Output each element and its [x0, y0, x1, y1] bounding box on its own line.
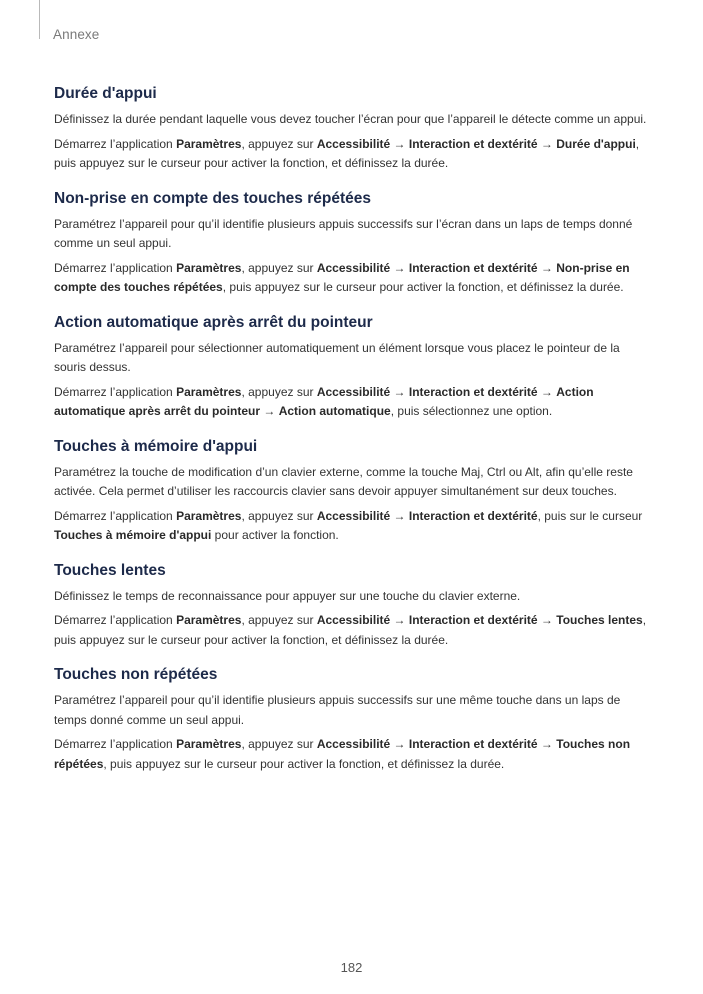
instr-text: pour activer la fonction.: [211, 528, 339, 542]
instr-menu-accessibilite: Accessibilité: [316, 613, 391, 627]
instr-text: , appuyez sur: [241, 737, 317, 751]
section-instructions: [54, 507, 650, 546]
section-description: Paramétrez l’appareil pour qu’il identifie plusieurs appuis successifs sur l’écran dans un laps de temps donné comme un seul appui.: [54, 216, 633, 250]
instr-text: , puis sur le curseur: [537, 508, 643, 523]
arrow-separator: →: [390, 136, 409, 151]
instr-menu-option: Touches non répétées: [54, 737, 631, 771]
section-title: Non-prise en compte des touches répétées: [54, 189, 371, 207]
instr-text: , appuyez sur: [241, 613, 317, 627]
arrow-separator: →: [390, 384, 409, 399]
arrow-separator: →: [390, 613, 409, 627]
instr-app-name: Paramètres: [176, 737, 242, 751]
section-title: Touches à mémoire d'appui: [54, 437, 258, 455]
arrow-separator: →: [260, 404, 279, 418]
instr-app-name: Paramètres: [176, 384, 242, 399]
header-section-label: Annexe: [53, 27, 100, 42]
section-instructions: [54, 259, 650, 298]
header-divider: [39, 0, 40, 39]
section-touches-non-repetees: [54, 665, 650, 774]
instr-menu-option: Durée d'appui: [556, 136, 636, 151]
section-title: Durée d'appui: [54, 85, 157, 102]
instr-text: , puis sélectionnez une option.: [390, 404, 553, 418]
instr-app-name: Paramètres: [176, 508, 242, 523]
section-description: Définissez la durée pendant laquelle vous devez toucher l’écran pour que l’appareil le détecte comme un appui.: [54, 112, 647, 126]
instr-menu-interaction: Interaction et dextérité: [408, 260, 538, 275]
instr-text: , puis appuyez sur le curseur pour activer la fonction, et définissez la durée.: [222, 280, 624, 294]
instr-menu-accessibilite: Accessibilité: [316, 384, 391, 399]
instr-text: Démarrez l’application: [54, 260, 177, 275]
arrow-separator: →: [537, 737, 557, 751]
section-touches-lentes: [54, 561, 650, 651]
instr-text: Démarrez l’application: [54, 384, 177, 399]
instr-app-name: Paramètres: [176, 136, 242, 151]
page-number: 182: [340, 960, 363, 975]
section-instructions: [54, 735, 650, 774]
instr-text: Démarrez l’application: [54, 136, 177, 151]
instr-menu-interaction: Interaction et dextérité: [408, 613, 538, 627]
instr-menu-accessibilite: Accessibilité: [316, 508, 391, 523]
instr-menu-accessibilite: Accessibilité: [316, 136, 391, 151]
arrow-separator: →: [390, 737, 409, 751]
section-title: Touches non répétées: [54, 666, 218, 683]
instr-menu-interaction: Interaction et dextérité: [408, 136, 538, 151]
instr-text: , appuyez sur: [241, 508, 317, 523]
arrow-separator: →: [537, 384, 557, 399]
section-non-prise-en-compte: [54, 189, 650, 298]
instr-menu-interaction: Interaction et dextérité: [408, 737, 538, 751]
instr-menu-option: Non-prise en compte des touches répétées: [54, 260, 630, 294]
instr-text: , puis appuyez sur le curseur pour activer la fonction, et définissez la durée.: [54, 613, 647, 647]
instr-text: , appuyez sur: [241, 260, 317, 275]
instr-menu-interaction: Interaction et dextérité: [408, 508, 538, 523]
arrow-separator: →: [537, 260, 557, 275]
instr-text: Démarrez l’application: [54, 737, 177, 751]
section-title: Touches lentes: [54, 561, 166, 579]
instr-text: , puis appuyez sur le curseur pour activer la fonction, et définissez la durée.: [54, 136, 640, 170]
section-description: Paramétrez l’appareil pour qu’il identifie plusieurs appuis successifs sur une même touche dans un laps de temps donné comme un seul appui.: [54, 693, 621, 727]
page-content: [54, 84, 650, 789]
arrow-separator: →: [390, 508, 409, 523]
section-touches-memoire: [54, 437, 650, 546]
instr-menu-option: Action automatique après arrêt du pointeur: [54, 384, 594, 418]
section-description: Définissez le temps de reconnaissance pour appuyer sur une touche du clavier externe.: [54, 588, 521, 603]
instr-text: , puis appuyez sur le curseur pour activer la fonction, et définissez la durée.: [103, 756, 505, 771]
section-description: Paramétrez l’appareil pour sélectionner automatiquement un élément lorsque vous placez le pointeur de la souris dessus.: [54, 340, 620, 374]
section-instructions: [54, 383, 650, 422]
section-action-automatique: [54, 313, 650, 422]
instr-text: , appuyez sur: [241, 384, 317, 399]
instr-app-name: Paramètres: [176, 613, 242, 627]
instr-menu-accessibilite: Accessibilité: [316, 737, 391, 751]
arrow-separator: →: [537, 136, 557, 151]
section-instructions: [54, 611, 650, 650]
section-instructions: [54, 135, 650, 174]
instr-menu-interaction: Interaction et dextérité: [408, 384, 538, 399]
instr-menu-suboption: Action automatique: [278, 404, 391, 418]
section-description: Paramétrez la touche de modification d’un clavier externe, comme la touche Maj, Ctrl ou Alt, afin qu’elle reste activée. Cela permet d’utiliser les raccourcis clavier sans devoir appuyer simultanément sur deux touches.: [54, 464, 633, 498]
instr-text: Démarrez l’application: [54, 613, 177, 627]
instr-text: Démarrez l’application: [54, 508, 177, 523]
section-duree-appui: [54, 84, 650, 174]
section-title: Action automatique après arrêt du pointeur: [54, 313, 373, 331]
instr-text: , appuyez sur: [241, 136, 317, 151]
instr-app-name: Paramètres: [176, 260, 242, 275]
instr-menu-option: Touches lentes: [556, 613, 643, 627]
instr-menu-accessibilite: Accessibilité: [316, 260, 391, 275]
arrow-separator: →: [537, 613, 557, 627]
arrow-separator: →: [390, 260, 409, 275]
instr-menu-option: Touches à mémoire d'appui: [54, 528, 212, 542]
